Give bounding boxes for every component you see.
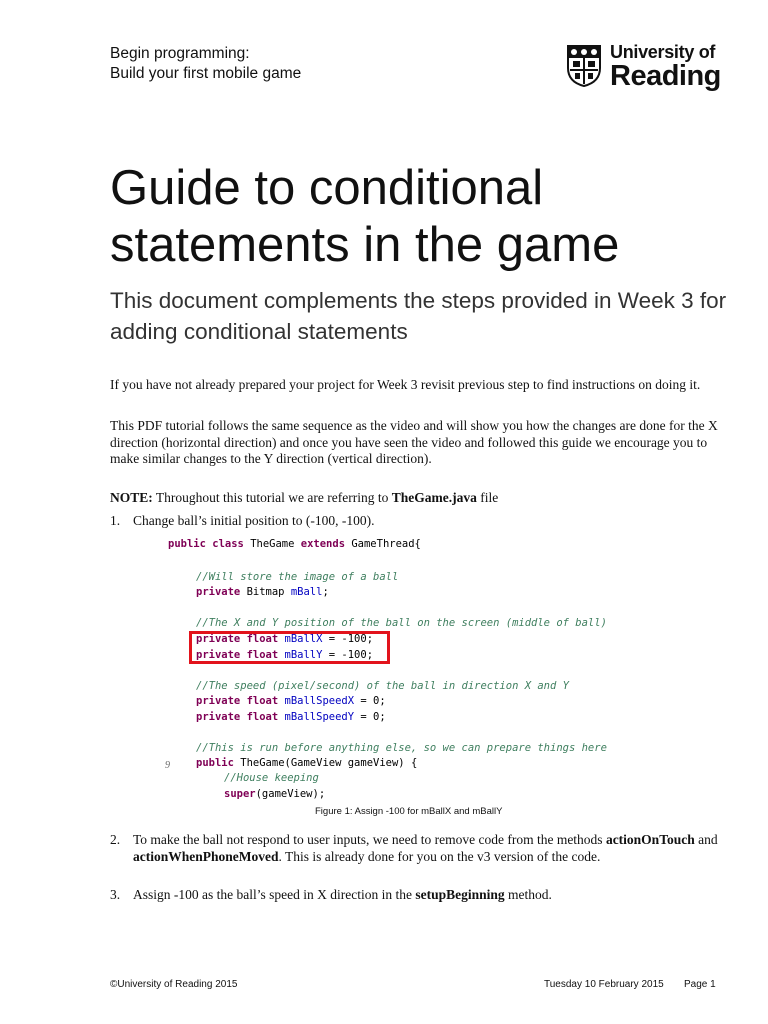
note-end: file xyxy=(476,490,499,505)
crest-icon xyxy=(566,44,602,88)
footer-date: Tuesday 10 February 2015 xyxy=(544,979,664,990)
note-paragraph xyxy=(110,490,730,507)
code-line: private float mBallY = -100; xyxy=(196,649,374,661)
note-text: Throughout this tutorial we are referring to xyxy=(152,490,392,505)
footer-page-number: Page 1 xyxy=(684,979,716,990)
step-number: 2. xyxy=(110,832,121,847)
code-comment: //Will store the image of a ball xyxy=(196,571,399,583)
step-text: Change ball’s initial position to (-100, -100). xyxy=(133,513,375,528)
code-line: super(gameView); xyxy=(224,788,326,800)
code-comment: //The speed (pixel/second) of the ball in direction X and Y xyxy=(196,680,569,692)
university-logo xyxy=(566,42,726,94)
code-comment: //The X and Y position of the ball on the screen (middle of ball) xyxy=(196,617,607,629)
code-line: private float mBallSpeedX = 0; xyxy=(196,695,386,707)
code-highlight-box xyxy=(189,631,390,664)
intro-paragraph: If you have not already prepared your project for Week 3 revisit previous step to find instructions on doing it. xyxy=(110,377,701,392)
document-subtitle: This document complements the steps provided in Week 3 for adding conditional statements xyxy=(110,288,727,344)
header-course-title xyxy=(110,44,301,84)
code-line-marker: 9 xyxy=(165,760,170,771)
code-line: private float mBallX = -100; xyxy=(196,633,374,645)
header-line-1: Begin programming: xyxy=(110,45,250,62)
note-file: TheGame.java xyxy=(391,490,477,505)
code-comment: //House keeping xyxy=(224,772,319,784)
footer-copyright: ©University of Reading 2015 xyxy=(110,979,238,990)
note-label: NOTE: xyxy=(110,490,153,505)
code-line: public class TheGame extends GameThread{ xyxy=(168,538,421,550)
logo-text-university-of: University of xyxy=(610,42,716,62)
code-line: private float mBallSpeedY = 0; xyxy=(196,711,386,723)
code-line: private Bitmap mBall; xyxy=(196,586,329,598)
step-number: 1. xyxy=(110,513,121,528)
step-text: To make the ball not respond to user inputs, we need to remove code from the methods actionOnTouch and actionWhenPhoneMoved. This is already done for you on the v3 version of the code. xyxy=(133,832,718,864)
tutorial-paragraph: This PDF tutorial follows the same sequence as the video and will show you how the changes are done for the X direction (horizontal direction) and once you have seen the video and followed this guide we encourage you to make similar changes to the Y direction (vertical direction). xyxy=(110,418,718,466)
code-comment: //This is run before anything else, so we can prepare things here xyxy=(196,742,607,754)
code-line: public TheGame(GameView gameView) { xyxy=(196,757,418,769)
header-line-2: Build your first mobile game xyxy=(110,65,302,82)
document-title: Guide to conditional statements in the game xyxy=(110,161,620,272)
figure-caption: Figure 1: Assign -100 for mBallX and mBallY xyxy=(315,806,503,817)
step-text: Assign -100 as the ball’s speed in X direction in the setupBeginning method. xyxy=(133,887,552,902)
step-number: 3. xyxy=(110,887,121,902)
logo-text-reading: Reading xyxy=(610,60,721,92)
